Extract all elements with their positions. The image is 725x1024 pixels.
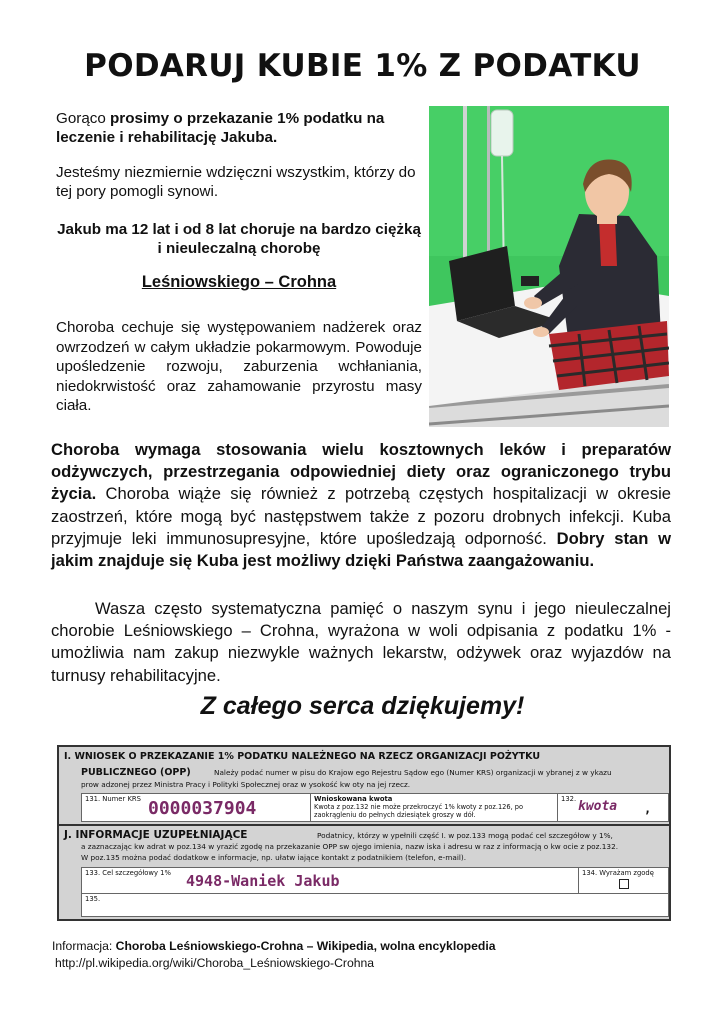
amount-label: Wnioskowana kwota bbox=[314, 795, 393, 803]
field-132-label: 132. bbox=[561, 795, 577, 803]
source-prefix: Informacja: bbox=[52, 939, 116, 953]
source-line bbox=[52, 938, 495, 955]
disease-description: Choroba cechuje się występowaniem nadżerek oraz owrzodzeń w całym układzie pokarmowym. Powoduje upośledzenie rozwoju, zaburzenia wchłaniania, niedokrwistość oraz zahamowanie przyrostu masy ciała. bbox=[56, 319, 422, 414]
photo-of-jakub bbox=[429, 106, 669, 427]
main-paragraph-1-bold-a: Choroba wymaga stosowania wielu kosztownych leków i preparatów odżywczych, przestrzegania odpowiedniej diety oraz ograniczonego trybu życia. bbox=[51, 440, 671, 504]
krs-field[interactable] bbox=[81, 793, 311, 822]
consent-field-134[interactable] bbox=[578, 867, 669, 894]
intro-text-bold: prosimy o przekazanie 1% podatku na leczenie i rehabilitację Jakuba. bbox=[56, 110, 385, 146]
page-title: PODARUJ KUBIE 1% Z PODATKU bbox=[84, 48, 641, 84]
intro-paragraph-1 bbox=[56, 109, 422, 147]
section-j-title: J. INFORMACJE UZUPEŁNIAJĄCE bbox=[64, 829, 248, 841]
amount-value: kwota bbox=[578, 799, 618, 814]
intro-text-plain: Gorąco bbox=[56, 110, 111, 127]
section-j-note-3: W poz.135 można podać dodatkow e informacje, np. ułatw iające kontakt z podatnikiem (telefon, e-mail). bbox=[81, 853, 467, 862]
section-j-note-1: Podatnicy, którzy w ypełnili część I. w poz.133 mogą podać cel szczegółow y 1%, bbox=[317, 831, 613, 840]
main-paragraph-2: Wasza często systematyczna pamięć o naszym synu i jego nieuleczalnej chorobie Leśniowskiego – Crohna, wyrażona w woli odpisania z podatku 1% - umożliwia nam zakup niezwykle ważnych lekarstw, odżywek oraz wyjazdów na turnusy rehabilitacyjne. bbox=[51, 599, 671, 685]
age-statement: Jakub ma 12 lat i od 8 lat choruje na bardzo ciężką i nieuleczalną chorobę bbox=[57, 221, 421, 257]
amount-comma: , bbox=[644, 802, 652, 816]
source-url[interactable]: http://pl.wikipedia.org/wiki/Choroba_Leśniowskiego-Crohna bbox=[55, 956, 375, 970]
source-title: Choroba Leśniowskiego-Crohna – Wikipedia, wolna encyklopedia bbox=[115, 939, 496, 953]
disease-name: Leśniowskiego – Crohna bbox=[141, 273, 337, 291]
section-i-title: I. WNIOSEK O PRZEKAZANIE 1% PODATKU NALEŻNEGO NA RZECZ ORGANIZACJI POŻYTKU bbox=[64, 751, 541, 762]
section-separator bbox=[59, 824, 669, 826]
extra-info-field-135[interactable] bbox=[81, 893, 669, 917]
goal-value: 4948-Waniek Jakub bbox=[186, 872, 340, 890]
section-i-title-line2: PUBLICZNEGO (OPP) bbox=[81, 767, 191, 778]
amount-info-field bbox=[310, 793, 558, 822]
intro-paragraph-2: Jesteśmy niezmiernie wdzięczni wszystkim, którzy do tej pory pomogli synowi. bbox=[56, 164, 416, 200]
field-135-label: 135. bbox=[85, 895, 101, 903]
krs-value: 0000037904 bbox=[148, 798, 257, 819]
tax-form-excerpt bbox=[57, 745, 671, 921]
amount-field-132[interactable] bbox=[557, 793, 669, 822]
consent-label: 134. Wyrażam zgodę bbox=[582, 869, 654, 877]
goal-field-133[interactable] bbox=[81, 867, 579, 894]
consent-checkbox[interactable] bbox=[619, 879, 629, 889]
section-i-note-2: prow adzonej przez Ministra Pracy i Polityki Społecznej oraz w ysokość kw oty na jej rzecz. bbox=[81, 780, 411, 789]
main-paragraph-1 bbox=[51, 439, 671, 572]
main-paragraph-1-text: Choroba wiąże się również z potrzebą częstych hospitalizacji w okresie zaostrzeń, które mogą być następstwem także z pozoru drobnych infekcji. Kuba przyjmuje leki immunosupresyjne, które upośledzają odporność. bbox=[51, 484, 671, 548]
amount-note: Kwota z poz.132 nie może przekroczyć 1% kwoty z poz.126, po zaokrągleniu do pełnych dziesiątek groszy w dół. bbox=[314, 803, 523, 819]
section-i-note-1: Należy podać numer w pisu do Krajow ego Rejestru Sądow ego (Numer KRS) organizacji w ybranej z w ykazu bbox=[214, 768, 612, 777]
krs-label: 131. Numer KRS bbox=[85, 795, 141, 803]
thank-you-heading: Z całego serca dziękujemy! bbox=[200, 692, 525, 720]
goal-label: 133. Cel szczegółowy 1% bbox=[85, 869, 171, 877]
section-j-note-2: a zaznaczając kw adrat w poz.134 w yrazić zgodę na przekazanie OPP sw ojego imienia, nazw iska i adresu w raz z informacją o kw ocie z poz.132. bbox=[81, 842, 619, 851]
source-info bbox=[52, 938, 495, 972]
main-paragraph-1-bold-b: Dobry stan w jakim znajduje się Kuba jest możliwy dzięki Państwa zaangażowaniu. bbox=[51, 528, 671, 571]
